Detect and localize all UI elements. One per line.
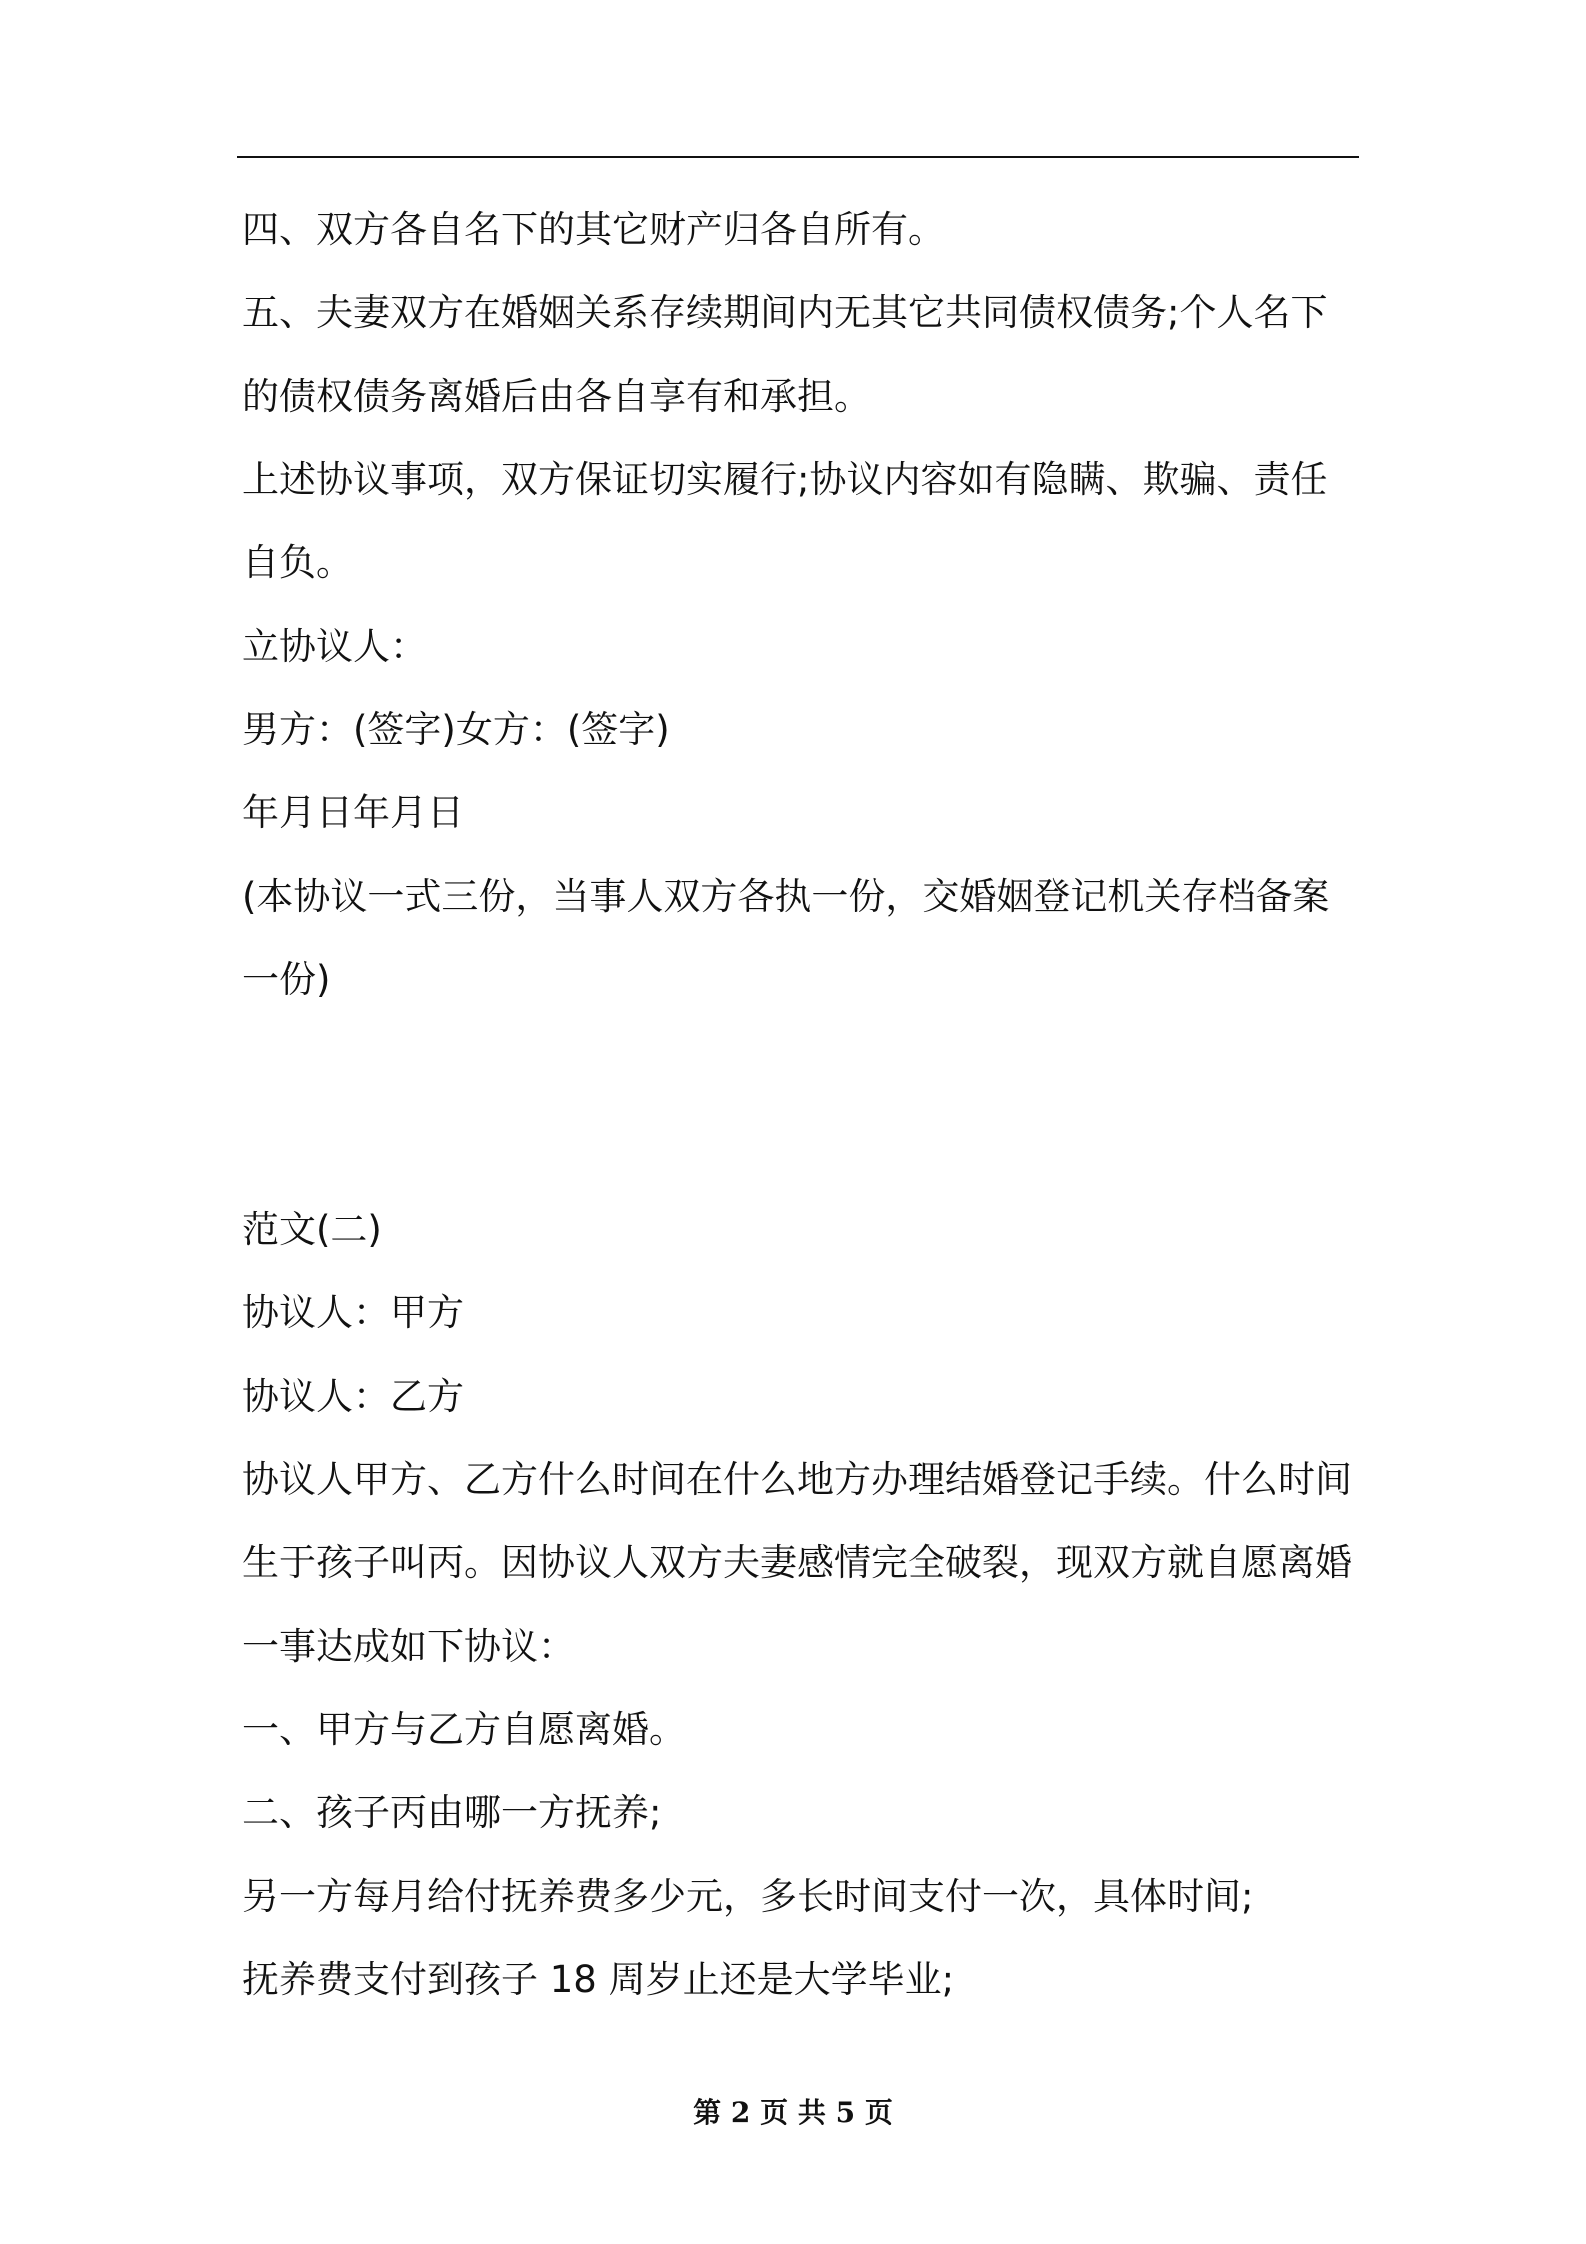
paragraph-line: 男方：(签字)女方：(签字) [242, 708, 670, 751]
paragraph-line: 生于孩子叫丙。因协议人双方夫妻感情完全破裂，现双方就自愿离婚 [242, 1541, 1352, 1584]
paragraph-line: 抚养费支付到孩子 18 周岁止还是大学毕业; [242, 1958, 955, 2001]
header-rule [237, 156, 1359, 158]
page-number-footer: 第 2 页 共 5 页 [693, 2096, 893, 2129]
paragraph-line: 五、夫妻双方在婚姻关系存续期间内无其它共同债权债务;个人名下 [242, 291, 1328, 334]
paragraph-line: 的债权债务离婚后由各自享有和承担。 [242, 375, 871, 418]
paragraph-line: 立协议人： [242, 625, 427, 668]
paragraph-line: 二、孩子丙由哪一方抚养; [242, 1791, 662, 1834]
paragraph-line: 协议人：乙方 [242, 1375, 464, 1418]
section-heading: 范文(二) [242, 1208, 382, 1251]
paragraph-line: 自负。 [242, 541, 353, 584]
paragraph-line: 一事达成如下协议： [242, 1625, 575, 1668]
paragraph-line: 协议人甲方、乙方什么时间在什么地方办理结婚登记手续。什么时间 [242, 1458, 1352, 1501]
paragraph-line: 年月日年月日 [242, 791, 464, 834]
paragraph-line: (本协议一式三份，当事人双方各执一份，交婚姻登记机关存档备案 [242, 875, 1330, 918]
paragraph-line: 四、双方各自名下的其它财产归各自所有。 [242, 208, 945, 251]
paragraph-line: 上述协议事项，双方保证切实履行;协议内容如有隐瞒、欺骗、责任 [242, 458, 1328, 501]
paragraph-line: 协议人：甲方 [242, 1291, 464, 1334]
paragraph-line: 另一方每月给付抚养费多少元，多长时间支付一次，具体时间; [242, 1875, 1254, 1918]
paragraph-line: 一、甲方与乙方自愿离婚。 [242, 1708, 686, 1751]
paragraph-line: 一份) [242, 958, 331, 1001]
